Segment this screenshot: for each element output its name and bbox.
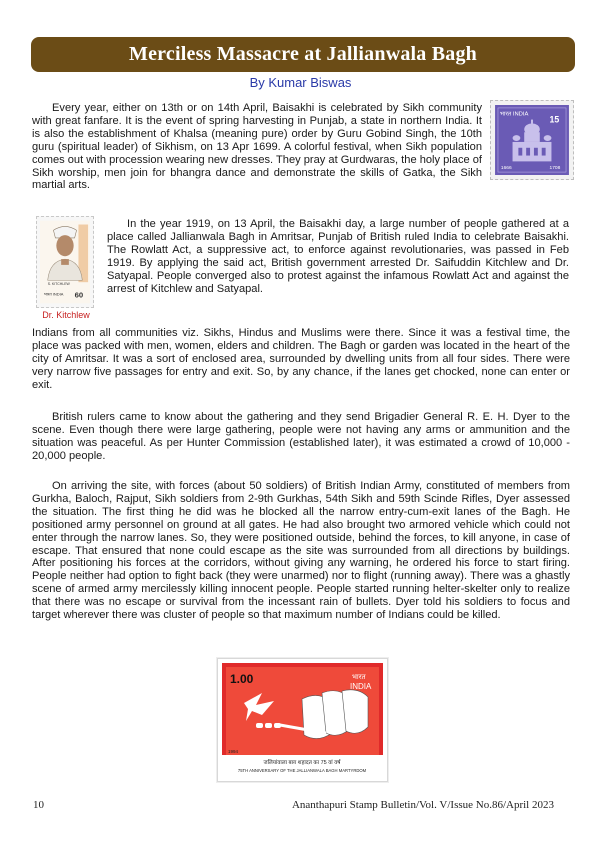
gurdwara-stamp-year-right: 1708 <box>549 166 561 172</box>
martyrdom-stamp-country-hi: भारत <box>352 674 366 681</box>
title-banner <box>31 37 575 72</box>
page-number: 10 <box>33 799 44 811</box>
paragraph-3: Indians from all communities viz. Sikhs, Hindus and Muslims were there. Since it was a festival time, the place was packed with men, women, elders and children. The Bagh or garden was located in the heart of the city of Amritsar. It was a sort of enclosed area, surrounded by dwelling units from all four sides. There were very narrow five passages for entry and exit. So, by any chance, if the lanes get chocked, none can enter or exit. <box>32 327 570 391</box>
kitchlew-stamp-art <box>40 220 90 304</box>
gurdwara-stamp-art <box>495 105 569 175</box>
gurdwara-stamp-year-left: 1666 <box>500 166 512 172</box>
paragraph-4: British rulers came to know about the gathering and they send Brigadier General R. E. H. Dyer to the scene. Even though there were large gathering, people were not having any arms or ammunition and the situation was peaceful. As per Hunter Commission (established later), it was estimated a crowd of 10,000 - 20,000 people. <box>32 411 570 462</box>
martyrdom-stamp-caption-hi: जलियांवाला बाग़ शहादत का 75 वां वर्ष <box>263 760 341 766</box>
martyrdom-stamp <box>217 658 388 782</box>
gurdwara-stamp-country: भारत INDIA <box>499 111 529 118</box>
kitchlew-stamp-value: 60 <box>74 290 84 300</box>
kitchlew-stamp <box>36 216 94 308</box>
martyrdom-stamp-caption: 75TH ANNIVERSARY OF THE JALLIANWALA BAGH MARTYRDOM <box>237 768 367 773</box>
article-title: Merciless Massacre at Jallianwala Bagh <box>129 43 477 65</box>
publication-info: Ananthapuri Stamp Bulletin/Vol. V/Issue No.86/April 2023 <box>291 799 554 811</box>
paragraph-1: Every year, either on 13th or on 14th April, Baisakhi is celebrated by Sikh community with great fanfare. It is the event of spring harvesting in Punjab, a state in northern India. It is also the establishment of Khalsa (meaning pure) order by Guru Gobind Singh, the 10th guru (spiritual leader) of Sikhism, on 13 Apr 1699. A colorful festival, when Sikh population comes out with procession wearing new dresses. They pray at Gurdwaras, the holy place of Sikh worship, men join for bhangra dance and demonstrate the skills of Gatka, the Sikh martial arts. <box>32 102 482 192</box>
martyrdom-stamp-art <box>222 663 383 777</box>
gurdwara-stamp <box>490 100 574 180</box>
article-byline: By Kumar Biswas <box>249 75 352 90</box>
martyrdom-stamp-value: 1.00 <box>230 672 254 686</box>
martyrdom-stamp-country: INDIA <box>350 682 372 691</box>
paragraph-2: In the year 1919, on 13 April, the Baisakhi day, a large number of people gathered at a place called Jallianwala Bagh in Amritsar, Punjab of British ruled India to celebrate Baisakhi. The Rowlatt Act, a suppressive act, to enforce against revolutionaries, was passed in Feb 1919. By applying the said act, British government arrested Dr. Saifuddin Kitchlew and Dr. Satyapal. People converged also to protest against the infamous Rowlatt Act and against the arrest of Kitchlew and Satyapal. <box>107 218 569 295</box>
paragraph-5: On arriving the site, with forces (about 50 soldiers) of British Indian Army, constituted of members from Gurkha, Baloch, Rajput, Sikh soldiers from 2-9th Gurkhas, 54th Sikh and 59th Scinde Rifles, Dyer assessed the situation. The first thing he did was he blocked all the narrow entry-cum-exit lanes of the Bagh. He positioned army personnel on ground at all gates. He had also brought two armored vehicle which could not enter through the narrow lanes. So, they were positioned outside, behind the forces, to kill anyone, in case of escape. That ensured that none could escape as the site was surrounded from all directions by buildings. After positioning his forces at the corridors, without giving any warning, he ordered his force to start firing. People neither had option to fight back (they were unarmed) nor to flight (running away). There was a ghastly scene of armed army mercilessly killing innocent people. People started running helter-skelter only to realize that there was no escape or survival from the incessant rain of bullets. Dyer told his soldiers to focus and target wherever there was cluster of people so that maximum number of Indians could be killed. <box>32 480 570 622</box>
martyrdom-stamp-year: 1994 <box>228 749 239 754</box>
kitchlew-stamp-name: S. KITCHLEW <box>47 282 70 287</box>
gurdwara-stamp-value: 15 <box>549 114 560 125</box>
kitchlew-stamp-country: भारत INDIA <box>43 291 64 297</box>
kitchlew-caption: Dr. Kitchlew <box>42 310 90 320</box>
